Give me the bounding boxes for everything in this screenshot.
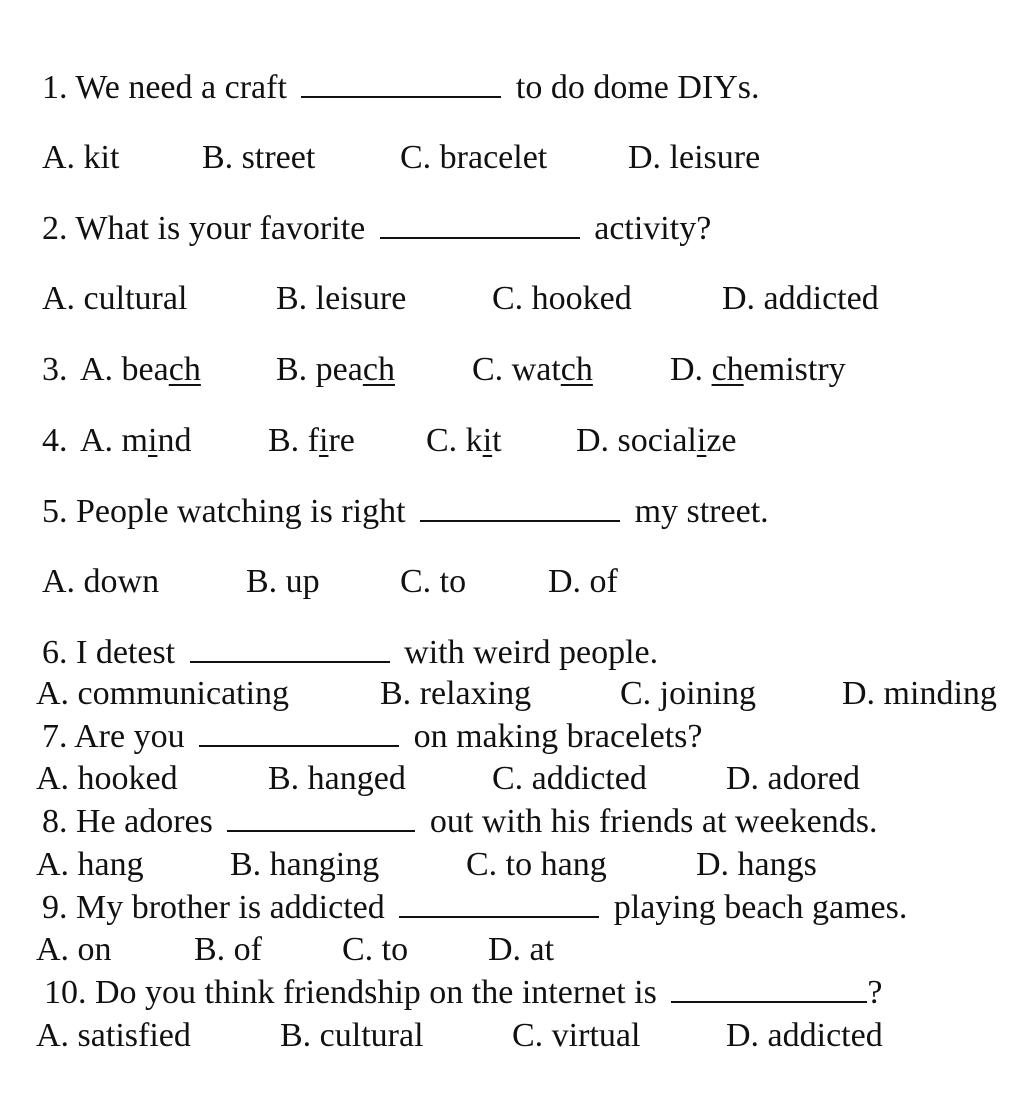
- option-b-text-end: re: [328, 422, 355, 459]
- question-7-option-d: D. adored: [726, 760, 861, 797]
- question-9-option-b: B. of: [194, 931, 262, 968]
- option-b-text: B. pea: [276, 351, 363, 388]
- question-3-number: 3.: [42, 351, 68, 388]
- question-6-stem-start: 6. I detest: [42, 634, 176, 671]
- question-1-blank: [301, 68, 501, 98]
- question-2-blank: [380, 209, 580, 239]
- question-2-stem: [42, 209, 711, 249]
- question-10-option-d: D. addicted: [726, 1017, 883, 1054]
- question-10-option-a: A. satisfied: [36, 1017, 191, 1054]
- question-5-stem: [42, 492, 769, 532]
- question-7-stem-start: 7. Are you: [42, 718, 185, 755]
- question-8-option-b: B. hanging: [230, 846, 380, 883]
- option-a-underlined-letters: i: [148, 422, 158, 459]
- question-5-option-d: D. of: [548, 563, 618, 600]
- question-6-stem: [42, 633, 658, 673]
- question-8-option-a: A. hang: [36, 846, 144, 883]
- question-7-stem-end: on making bracelets?: [413, 718, 703, 755]
- question-5-option-c: C. to: [400, 563, 467, 600]
- question-7-blank: [199, 717, 399, 747]
- question-10-stem: [44, 973, 882, 1013]
- option-b-underlined-letters: i: [319, 422, 329, 459]
- question-10-stem-end: ?: [867, 974, 883, 1011]
- question-7-option-a: A. hooked: [36, 760, 178, 797]
- question-1-option-c: C. bracelet: [400, 139, 548, 176]
- question-4-option-b: [268, 421, 355, 461]
- option-c-text: C. wat: [472, 351, 561, 388]
- question-6-option-b: B. relaxing: [380, 675, 532, 712]
- question-8-option-d: D. hangs: [696, 846, 817, 883]
- question-3-option-a: [80, 350, 201, 390]
- option-c-underlined-letters: ch: [560, 351, 593, 388]
- question-4-option-c: [426, 421, 502, 461]
- question-3-option-c: [472, 350, 593, 390]
- question-9-stem-start: 9. My brother is addicted: [42, 889, 385, 926]
- option-c-text-end: t: [492, 422, 502, 459]
- question-3-option-b: [276, 350, 395, 390]
- option-d-text-end: emistry: [743, 351, 846, 388]
- question-8-stem-end: out with his friends at weekends.: [429, 803, 878, 840]
- question-1-stem-start: 1. We need a craft: [42, 69, 287, 106]
- question-9-stem: [42, 888, 907, 928]
- question-9-option-c: C. to: [342, 931, 409, 968]
- question-1-stem: [42, 68, 760, 108]
- question-1-option-d: D. leisure: [628, 139, 761, 176]
- option-a-text-end: nd: [157, 422, 192, 459]
- option-b-text: B. f: [268, 422, 319, 459]
- option-d-underlined-letters: i: [696, 422, 707, 459]
- question-9-stem-end: playing beach games.: [613, 889, 908, 926]
- option-c-text: C. k: [426, 422, 483, 459]
- question-8-option-c: C. to hang: [466, 846, 607, 883]
- option-a-text: A. m: [80, 422, 148, 459]
- question-2-option-c: C. hooked: [492, 280, 632, 317]
- question-4-number: 4.: [42, 422, 68, 459]
- option-d-text: D.: [670, 351, 712, 388]
- option-a-text: A. bea: [80, 351, 169, 388]
- question-6-option-d: D. minding: [842, 675, 997, 712]
- question-8-stem: [42, 802, 877, 842]
- question-9-blank: [399, 888, 599, 918]
- question-2-option-a: A. cultural: [42, 280, 188, 317]
- question-6-option-a: A. communicating: [36, 675, 290, 712]
- question-6-blank: [190, 633, 390, 663]
- question-1-option-a: A. kit: [42, 139, 120, 176]
- question-9-option-a: A. on: [36, 931, 112, 968]
- question-4-option-a: [80, 421, 191, 461]
- question-5-option-b: B. up: [246, 563, 320, 600]
- option-d-underlined-letters: ch: [711, 351, 744, 388]
- option-b-underlined-letters: ch: [362, 351, 395, 388]
- option-d-text-end: ze: [706, 422, 737, 459]
- option-c-underlined-letters: i: [482, 422, 493, 459]
- question-8-stem-start: 8. He adores: [42, 803, 213, 840]
- question-10-option-c: C. virtual: [512, 1017, 641, 1054]
- question-5-option-a: A. down: [42, 563, 160, 600]
- question-6-option-c: C. joining: [620, 675, 757, 712]
- question-7-option-c: C. addicted: [492, 760, 647, 797]
- question-8-blank: [227, 802, 415, 832]
- question-10-stem-start: 10. Do you think friendship on the internet is: [44, 974, 657, 1011]
- question-4-option-d: [576, 421, 737, 461]
- question-9-option-d: D. at: [488, 931, 555, 968]
- question-3-option-d: [670, 350, 846, 390]
- question-7-stem: [42, 717, 702, 757]
- question-10-blank: [671, 973, 867, 1003]
- question-5-stem-start: 5. People watching is right: [42, 493, 406, 530]
- question-10-option-b: B. cultural: [280, 1017, 424, 1054]
- question-2-option-d: D. addicted: [722, 280, 879, 317]
- question-2-option-b: B. leisure: [276, 280, 407, 317]
- question-7-option-b: B. hanged: [268, 760, 406, 797]
- question-1-option-b: B. street: [202, 139, 316, 176]
- question-2-stem-end: activity?: [594, 210, 712, 247]
- question-5-stem-end: my street.: [634, 493, 769, 530]
- option-a-underlined-letters: ch: [168, 351, 201, 388]
- question-5-blank: [420, 492, 620, 522]
- option-d-text: D. social: [576, 422, 697, 459]
- question-2-stem-start: 2. What is your favorite: [42, 210, 366, 247]
- question-1-stem-end: to do dome DIYs.: [515, 69, 760, 106]
- question-6-stem-end: with weird people.: [404, 634, 659, 671]
